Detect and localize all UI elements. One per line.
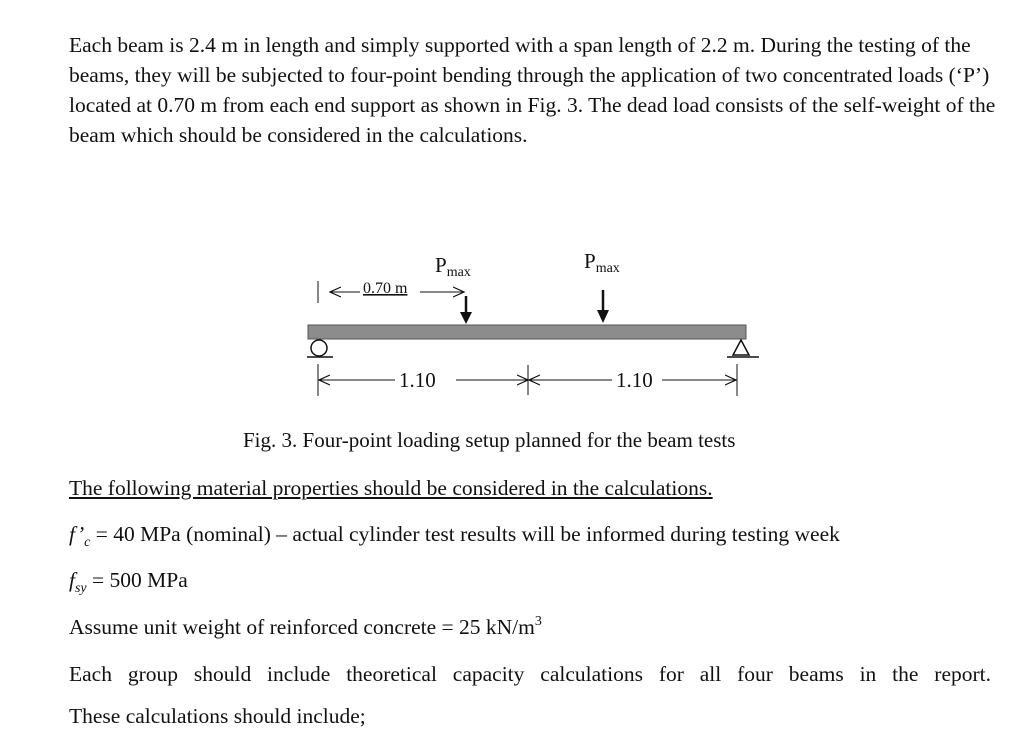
dimension-load-position [318, 281, 464, 303]
intro-paragraph: Each beam is 2.4 m in length and simply supported with a span length of 2.2 m. During the testing of the beams, they will be subjected to four-point bending through the application of two concentrated loads (‘P’) located at 0.70 m from each end support as shown in Fig. 3. The dead load consists of the self-weight of the beam which should be considered in the calculations. [69, 33, 996, 147]
group-instruction: Each group should include theoretical capacity calculations for all four beams in the report. [69, 662, 991, 686]
unit-weight-line [69, 614, 542, 640]
unit-weight-text: Assume unit weight of reinforced concrete = 25 kN/m [69, 615, 535, 639]
load-arrow-right-icon [597, 290, 609, 323]
material-properties-heading: The following material properties should be considered in the calculations. [69, 476, 713, 500]
fsy-subscript: sy [74, 581, 87, 596]
load-arrow-left-icon [460, 296, 472, 324]
figure-caption: Fig. 3. Four-point loading setup planned for the beam tests [243, 428, 736, 452]
fsy-value: = 500 MPa [86, 568, 188, 592]
dimension-load-position-label: 0.70 m [363, 280, 408, 297]
unit-weight-superscript: 3 [534, 614, 542, 629]
beam [308, 325, 746, 339]
load-label-left: Pmax [435, 253, 471, 280]
dimension-span [318, 364, 737, 396]
pin-support-icon [307, 340, 333, 357]
roller-support-icon [727, 340, 759, 357]
fc-value: = 40 MPa (nominal) – actual cylinder test results will be informed during testing week [90, 522, 840, 546]
dimension-left-half-label: 1.10 [399, 368, 436, 392]
fc-symbol: f’ [69, 522, 85, 546]
fsy-property [69, 568, 188, 597]
dimension-right-half-label: 1.10 [616, 368, 653, 392]
fc-subscript: c [84, 535, 91, 550]
load-label-right: Pmax [584, 249, 620, 276]
fc-property [69, 522, 840, 551]
calculations-intro: These calculations should include; [69, 704, 366, 728]
fsy-symbol: f [69, 568, 75, 592]
